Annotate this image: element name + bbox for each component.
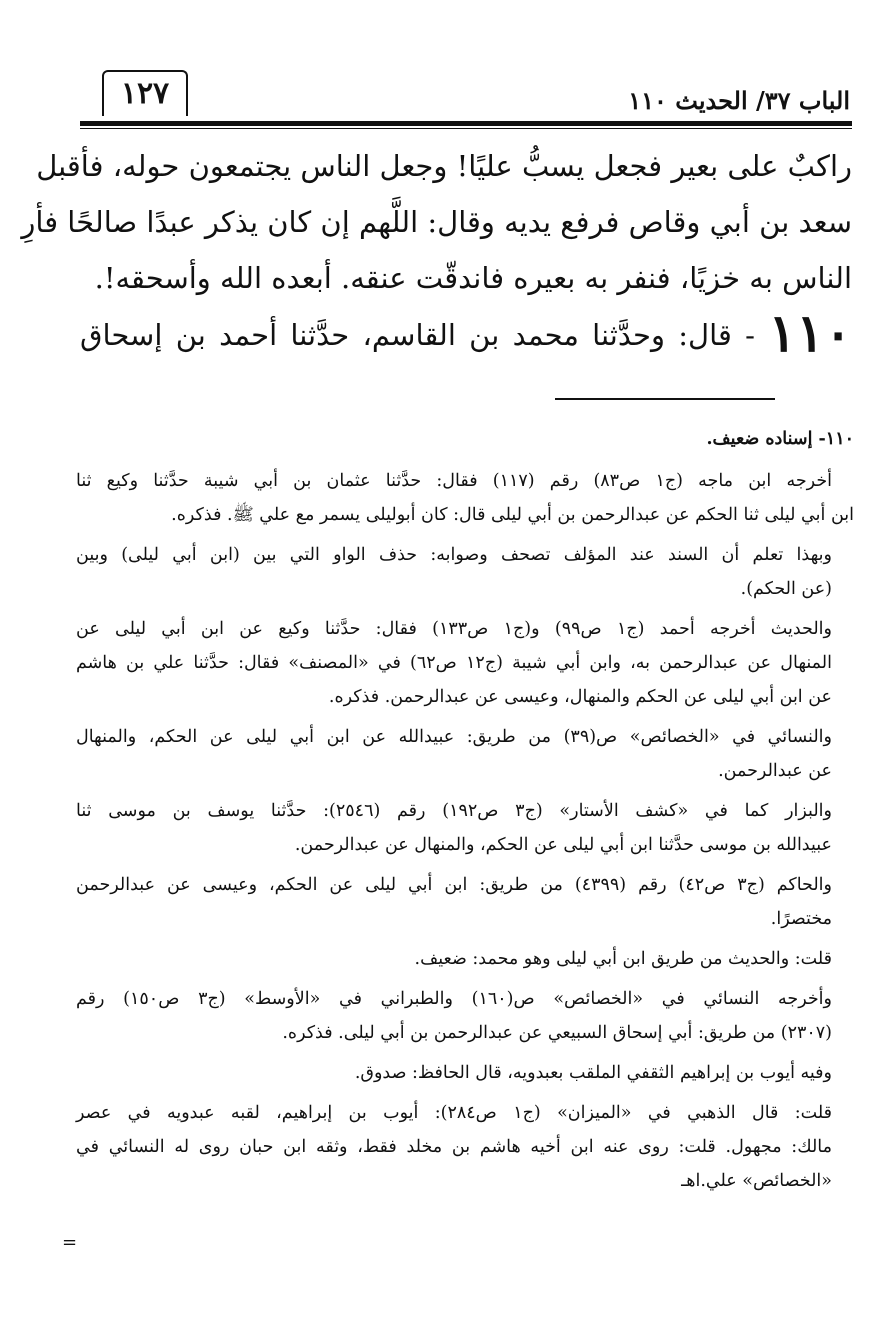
footnote-line: أخرجه ابن ماجه (ج١ ص٨٣) رقم (١١٧) فقال: حدَّثنا عثمان بن أبي شيبة حدَّثنا وكيع ثنا [76,471,833,491]
footnote-line: «الخصائص» علي.اهـ [681,1171,832,1191]
footnote-paragraph [76,942,854,976]
footnote-paragraph [76,982,854,1050]
main-text-line: الناس به خزيًا، فنفر به بعيره فاندقّت عنقه. أبعده الله وأسحقه!. [94,261,852,295]
running-header [80,78,852,122]
main-text-line: سعد بن أبي وقاص فرفع يديه وقال: اللَّهم إن كان يذكر عبدًا صالحًا فأرِ [21,205,852,239]
footnote-line: (٢٣٠٧) من طريق: أبي إسحاق السبيعي عن عبدالرحمن بن أبي ليلى. فذكره. [282,1023,832,1043]
footnote-line: المنهال عن عبدالرحمن به، وابن أبي شيبة (ج١٢ ص٦٢) في «المصنف» فقال: حدَّثنا علي بن هاشم [76,653,832,673]
footnote-paragraph [76,1056,854,1090]
footnote-line: ابن أبي ليلى ثنا الحكم عن عبدالرحمن بن أبي ليلى قال: كان أبوليلى يسمر مع علي ﷺ. فذكره. [171,505,854,525]
hadith-number: ١١٠ [768,303,852,364]
footnote-line: وأخرجه النسائي في «الخصائص» ص(١٦٠) والطبراني في «الأوسط» (ج٣ ص١٥٠) رقم [76,989,832,1009]
footnotes [76,422,854,1204]
footnote-paragraph [76,794,854,862]
footnote-line: وبهذا تعلم أن السند عند المؤلف تصحف وصوابه: حذف الواو التي بين (ابن أبي ليلى) وبين [76,545,832,565]
footnote-line: (عن الحكم). [740,579,832,599]
page-number: ١٢٧ [120,76,170,111]
footnote-line: عن ابن أبي ليلى عن الحكم والمنهال، وعيسى عن عبدالرحمن. فذكره. [328,687,832,707]
footnote-line: والحديث أخرجه أحمد (ج١ ص٩٩) و(ج١ ص١٣٣) فقال: حدَّثنا وكيع عن ابن أبي ليلى عن [76,619,832,639]
footnote-paragraph [76,538,854,606]
footnote-line: والبزار كما في «كشف الأستار» (ج٣ ص١٩٢) رقم (٢٥٤٦): حدَّثنا يوسف بن موسى ثنا [76,801,832,821]
footnote-heading: ١١٠- إسناده ضعيف. [706,429,854,449]
main-text-line: راكبٌ على بعير فجعل يسبُّ عليًا! وجعل الناس يجتمعون حوله، فأقبل [36,149,852,183]
chapter-hadith-title: الباب ٣٧/ الحديث ١١٠ [628,86,850,115]
header-rule-thick [80,121,852,126]
footnote-paragraph [76,464,854,532]
page-number-frame [102,70,188,116]
footnote-line: مالك: مجهول. قلت: روى عنه ابن أخيه هاشم بن مخلد فقط، وثقه ابن حبان روى له النسائي في [76,1137,832,1157]
footnote-line: مختصرًا. [770,909,832,929]
footnote-line: عن عبدالرحمن. [718,761,832,781]
main-text-line [80,303,852,364]
footnote-line: قلت: والحديث من طريق ابن أبي ليلى وهو محمد: ضعيف. [414,949,832,969]
footnote-line: وفيه أيوب بن إبراهيم الثقفي الملقب بعبدويه، قال الحافظ: صدوق. [354,1063,832,1083]
header-rule-thin [80,128,852,129]
footnote-line: والحاكم (ج٣ ص٤٢) رقم (٤٣٩٩) من طريق: ابن أبي ليلى عن الحكم، وعيسى عن عبدالرحمن [76,875,832,895]
footnote-paragraph [76,612,854,714]
footnote-paragraph [76,1096,854,1198]
footnote-separator [555,398,775,400]
main-text [21,138,852,364]
hadith-opening: - قال: وحدَّثنا محمد بن القاسم، حدَّثنا أحمد بن إسحاق [80,318,755,352]
footnote-line: والنسائي في «الخصائص» ص(٣٩) من طريق: عبيدالله عن ابن أبي ليلى عن الحكم، والمنهال [76,727,832,747]
footnote-paragraph [76,720,854,788]
footnote-line: قلت: قال الذهبي في «الميزان» (ج١ ص٢٨٤): أيوب بن إبراهيم، لقبه عبدويه في عصر [76,1103,833,1123]
footnote-paragraph [76,868,854,936]
footnote-line: عبيدالله بن موسى حدَّثنا ابن أبي ليلى عن الحكم، والمنهال عن عبدالرحمن. [294,835,832,855]
continuation-mark: = [62,1232,78,1253]
